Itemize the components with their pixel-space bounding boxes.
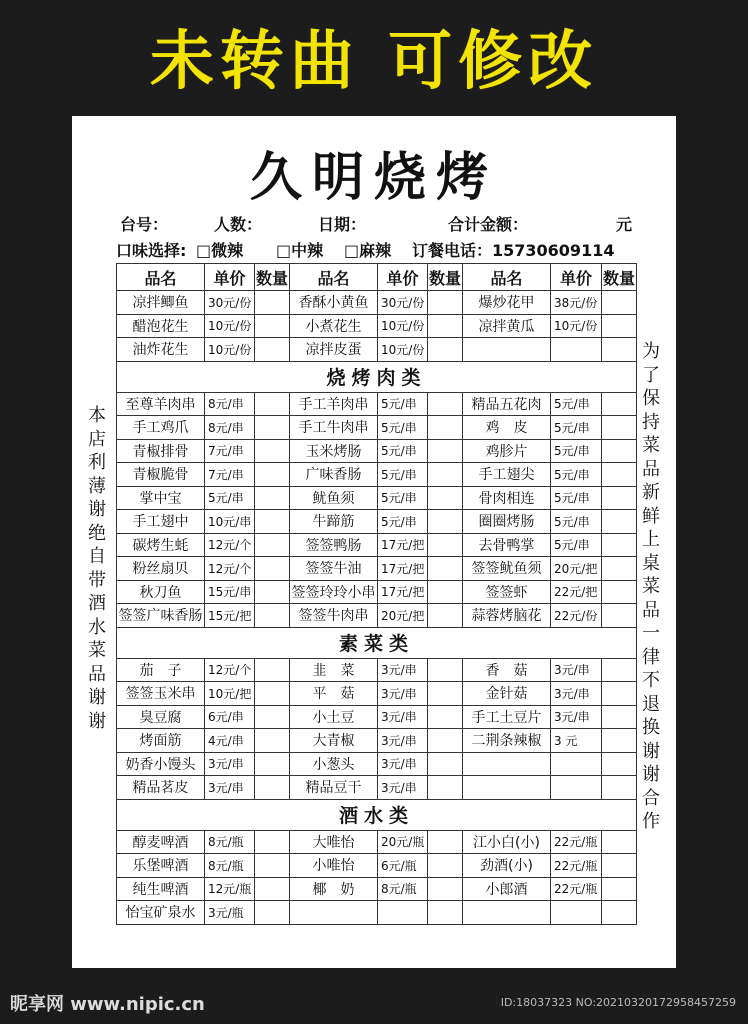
- quantity-cell[interactable]: [428, 604, 463, 628]
- quantity-cell[interactable]: [255, 392, 290, 416]
- dish-price: 22元/份: [551, 604, 602, 628]
- menu-item-row: [117, 314, 637, 338]
- dish-price: 5元/串: [378, 486, 428, 510]
- dish-price: 22元/瓶: [551, 830, 602, 854]
- dish-name: 鱿鱼须: [290, 486, 378, 510]
- quantity-cell[interactable]: [602, 580, 637, 604]
- dish-price: 12元/瓶: [205, 877, 255, 901]
- dish-name: 醋泡花生: [117, 314, 205, 338]
- dish-name: 签签鱿鱼须: [463, 557, 551, 581]
- dish-name: 油炸花生: [117, 338, 205, 362]
- quantity-cell[interactable]: [255, 830, 290, 854]
- dish-name: 签签虾: [463, 580, 551, 604]
- quantity-cell[interactable]: [428, 729, 463, 753]
- quantity-cell[interactable]: [255, 705, 290, 729]
- menu-item-row: [117, 854, 637, 878]
- quantity-cell[interactable]: [255, 510, 290, 534]
- quantity-cell[interactable]: [255, 682, 290, 706]
- section-title: 烧烤肉类: [117, 361, 637, 392]
- dish-price: [551, 776, 602, 800]
- dish-name: 椰 奶: [290, 877, 378, 901]
- dish-price: 3元/串: [205, 776, 255, 800]
- dish-price: 30元/份: [378, 291, 428, 315]
- menu-sheet: [72, 116, 676, 968]
- quantity-cell[interactable]: [255, 580, 290, 604]
- flavor-mild-option[interactable]: □微辣: [196, 241, 244, 260]
- quantity-cell[interactable]: [602, 463, 637, 487]
- quantity-cell[interactable]: [428, 705, 463, 729]
- dish-price: 17元/把: [378, 557, 428, 581]
- dish-price: 15元/把: [205, 604, 255, 628]
- dish-name: 鸡 皮: [463, 416, 551, 440]
- header-quantity: 数量: [428, 264, 463, 291]
- dish-price: [551, 901, 602, 925]
- quantity-cell[interactable]: [255, 338, 290, 362]
- dish-name: [463, 752, 551, 776]
- menu-item-row: [117, 439, 637, 463]
- dish-price: 8元/串: [205, 392, 255, 416]
- quantity-cell[interactable]: [428, 439, 463, 463]
- dish-name: 爆炒花甲: [463, 291, 551, 315]
- quantity-cell[interactable]: [255, 752, 290, 776]
- dish-name: 劲酒(小): [463, 854, 551, 878]
- dish-name: 奶香小馒头: [117, 752, 205, 776]
- dish-price: 15元/串: [205, 580, 255, 604]
- quantity-cell[interactable]: [602, 416, 637, 440]
- quantity-cell[interactable]: [602, 901, 637, 925]
- flavor-choice-label: 口味选择:: [116, 241, 187, 260]
- quantity-cell[interactable]: [255, 604, 290, 628]
- flavor-medium-option[interactable]: □中辣: [276, 241, 324, 260]
- dish-price: 5元/串: [205, 486, 255, 510]
- dish-price: [551, 752, 602, 776]
- dish-price: 8元/瓶: [205, 830, 255, 854]
- dish-price: 12元/个: [205, 557, 255, 581]
- dish-name: 精品五花肉: [463, 392, 551, 416]
- menu-item-row: [117, 463, 637, 487]
- quantity-cell[interactable]: [428, 557, 463, 581]
- menu-item-row: [117, 486, 637, 510]
- quantity-cell[interactable]: [255, 658, 290, 682]
- order-phone: 订餐电话：15730609114: [412, 241, 615, 260]
- dish-name: 小葱头: [290, 752, 378, 776]
- dish-price: 7元/串: [205, 463, 255, 487]
- quantity-cell[interactable]: [428, 533, 463, 557]
- menu-item-row: [117, 557, 637, 581]
- dish-price: 3元/串: [378, 682, 428, 706]
- dish-price: 10元/份: [378, 338, 428, 362]
- quantity-cell[interactable]: [602, 338, 637, 362]
- dish-name: 圈圈烤肠: [463, 510, 551, 534]
- currency-unit: 元: [616, 215, 633, 234]
- dish-price: 20元/把: [378, 604, 428, 628]
- section-title: 酒水类: [117, 799, 637, 830]
- quantity-cell[interactable]: [428, 392, 463, 416]
- dish-name: 精品茗皮: [117, 776, 205, 800]
- dish-name: 江小白(小): [463, 830, 551, 854]
- dish-name: 乐堡啤酒: [117, 854, 205, 878]
- quantity-cell[interactable]: [428, 510, 463, 534]
- dish-name: 签签牛肉串: [290, 604, 378, 628]
- dish-name: 蒜蓉烤脑花: [463, 604, 551, 628]
- banner-text: 未转曲 可修改: [149, 25, 599, 99]
- dish-name: [290, 901, 378, 925]
- quantity-cell[interactable]: [602, 682, 637, 706]
- dish-name: 青椒排骨: [117, 439, 205, 463]
- header-price: 单价: [205, 264, 255, 291]
- dish-price: 20元/瓶: [378, 830, 428, 854]
- dish-name: 手工鸡爪: [117, 416, 205, 440]
- dish-price: 22元/把: [551, 580, 602, 604]
- dish-price: 17元/把: [378, 580, 428, 604]
- dish-price: 3 元: [551, 729, 602, 753]
- dish-name: 小唯怡: [290, 854, 378, 878]
- dish-name: 小煮花生: [290, 314, 378, 338]
- dish-price: 3元/串: [378, 705, 428, 729]
- dish-price: 38元/份: [551, 291, 602, 315]
- menu-table-body: [117, 291, 637, 925]
- table-number-label: 台号：: [120, 215, 169, 234]
- quantity-cell[interactable]: [255, 901, 290, 925]
- quantity-cell[interactable]: [255, 439, 290, 463]
- dish-name: 签签广味香肠: [117, 604, 205, 628]
- dish-price: 3元/串: [551, 705, 602, 729]
- quantity-cell[interactable]: [602, 439, 637, 463]
- quantity-cell[interactable]: [428, 314, 463, 338]
- dish-price: 10元/份: [205, 338, 255, 362]
- flavor-numbing-option[interactable]: □麻辣: [344, 241, 392, 260]
- watermark-logo: 昵享网 www.nipic.cn: [10, 994, 205, 1015]
- dish-price: 10元/份: [378, 314, 428, 338]
- header-name: 品名: [463, 264, 551, 291]
- quantity-cell[interactable]: [428, 463, 463, 487]
- menu-item-row: [117, 604, 637, 628]
- dish-price: 5元/串: [551, 510, 602, 534]
- quantity-cell[interactable]: [428, 291, 463, 315]
- image-id-text: ID:18037323 NO:20210320172958457259: [500, 996, 736, 1009]
- header-quantity: 数量: [602, 264, 637, 291]
- menu-item-row: [117, 830, 637, 854]
- quantity-cell[interactable]: [428, 752, 463, 776]
- quantity-cell[interactable]: [428, 416, 463, 440]
- dish-name: 香 菇: [463, 658, 551, 682]
- dish-price: 5元/串: [551, 439, 602, 463]
- dish-name: 精品豆干: [290, 776, 378, 800]
- dish-price: 17元/把: [378, 533, 428, 557]
- dish-name: 骨肉相连: [463, 486, 551, 510]
- dish-price: 3元/串: [378, 658, 428, 682]
- dish-name: 手工翅尖: [463, 463, 551, 487]
- quantity-cell[interactable]: [602, 854, 637, 878]
- dish-price: 8元/瓶: [205, 854, 255, 878]
- quantity-cell[interactable]: [602, 877, 637, 901]
- dish-name: 手工翅中: [117, 510, 205, 534]
- dish-name: [463, 901, 551, 925]
- quantity-cell[interactable]: [428, 877, 463, 901]
- dish-price: 10元/份: [551, 314, 602, 338]
- quantity-cell[interactable]: [428, 682, 463, 706]
- quantity-cell[interactable]: [602, 752, 637, 776]
- dish-name: 臭豆腐: [117, 705, 205, 729]
- dish-price: 5元/串: [551, 416, 602, 440]
- dish-price: 8元/串: [205, 416, 255, 440]
- section-title: 素菜类: [117, 627, 637, 658]
- dish-price: 3元/串: [378, 729, 428, 753]
- dish-price: 5元/串: [551, 392, 602, 416]
- menu-item-row: [117, 705, 637, 729]
- quantity-cell[interactable]: [428, 901, 463, 925]
- quantity-cell[interactable]: [602, 486, 637, 510]
- dish-price: [378, 901, 428, 925]
- left-side-note: 本店利薄谢绝自带酒水菜品谢谢: [88, 405, 106, 732]
- dish-name: 广味香肠: [290, 463, 378, 487]
- header-price: 单价: [378, 264, 428, 291]
- quantity-cell[interactable]: [602, 557, 637, 581]
- dish-price: 3元/串: [551, 682, 602, 706]
- quantity-cell[interactable]: [255, 314, 290, 338]
- header-name: 品名: [290, 264, 378, 291]
- dish-name: 茄 子: [117, 658, 205, 682]
- dish-name: [463, 776, 551, 800]
- total-amount-label: 合计金额：: [448, 215, 529, 234]
- dish-name: 烤面筋: [117, 729, 205, 753]
- header-name: 品名: [117, 264, 205, 291]
- dish-price: 10元/串: [205, 510, 255, 534]
- date-label: 日期：: [318, 215, 367, 234]
- quantity-cell[interactable]: [255, 557, 290, 581]
- quantity-cell[interactable]: [255, 463, 290, 487]
- dish-name: 手工牛肉串: [290, 416, 378, 440]
- dish-name: 去骨鸭掌: [463, 533, 551, 557]
- dish-name: 青椒脆骨: [117, 463, 205, 487]
- quantity-cell[interactable]: [602, 658, 637, 682]
- menu-item-row: [117, 729, 637, 753]
- dish-price: 3元/瓶: [205, 901, 255, 925]
- dish-price: 8元/瓶: [378, 877, 428, 901]
- dish-name: 凉拌鲫鱼: [117, 291, 205, 315]
- menu-item-row: [117, 776, 637, 800]
- section-header-row: [117, 799, 637, 830]
- menu-item-row: [117, 752, 637, 776]
- dish-price: [551, 338, 602, 362]
- dish-name: 签签玉米串: [117, 682, 205, 706]
- quantity-cell[interactable]: [428, 486, 463, 510]
- menu-table: [116, 263, 637, 925]
- quantity-cell[interactable]: [602, 533, 637, 557]
- quantity-cell[interactable]: [602, 729, 637, 753]
- quantity-cell[interactable]: [602, 314, 637, 338]
- dish-name: 碳烤生蚝: [117, 533, 205, 557]
- quantity-cell[interactable]: [602, 291, 637, 315]
- right-side-note: 为了保持菜品新鲜上桌菜品一律不退换谢谢合作: [642, 341, 660, 832]
- quantity-cell[interactable]: [602, 705, 637, 729]
- header-price: 单价: [551, 264, 602, 291]
- quantity-cell[interactable]: [428, 658, 463, 682]
- dish-price: 6元/瓶: [378, 854, 428, 878]
- dish-name: 小郎酒: [463, 877, 551, 901]
- quantity-cell[interactable]: [428, 338, 463, 362]
- quantity-cell[interactable]: [255, 486, 290, 510]
- quantity-cell[interactable]: [602, 392, 637, 416]
- dish-name: 玉米烤肠: [290, 439, 378, 463]
- dish-name: [463, 338, 551, 362]
- dish-price: 5元/串: [378, 392, 428, 416]
- dish-price: 30元/份: [205, 291, 255, 315]
- quantity-cell[interactable]: [428, 580, 463, 604]
- quantity-cell[interactable]: [255, 776, 290, 800]
- menu-item-row: [117, 901, 637, 925]
- dish-name: 手工土豆片: [463, 705, 551, 729]
- menu-item-row: [117, 338, 637, 362]
- dish-name: 掌中宝: [117, 486, 205, 510]
- menu-item-row: [117, 533, 637, 557]
- dish-name: 凉拌皮蛋: [290, 338, 378, 362]
- quantity-cell[interactable]: [602, 830, 637, 854]
- menu-item-row: [117, 392, 637, 416]
- dish-price: 5元/串: [551, 533, 602, 557]
- dish-name: 手工羊肉串: [290, 392, 378, 416]
- dish-price: 5元/串: [551, 463, 602, 487]
- quantity-cell[interactable]: [428, 854, 463, 878]
- dish-name: 醇麦啤酒: [117, 830, 205, 854]
- quantity-cell[interactable]: [255, 291, 290, 315]
- quantity-cell[interactable]: [428, 830, 463, 854]
- quantity-cell[interactable]: [255, 416, 290, 440]
- quantity-cell[interactable]: [255, 854, 290, 878]
- dish-price: 5元/串: [551, 486, 602, 510]
- dish-price: 5元/串: [378, 463, 428, 487]
- quantity-cell[interactable]: [602, 604, 637, 628]
- dish-price: 22元/瓶: [551, 854, 602, 878]
- dish-name: 纯生啤酒: [117, 877, 205, 901]
- header-quantity: 数量: [255, 264, 290, 291]
- dish-name: 牛蹄筋: [290, 510, 378, 534]
- dish-name: 签签牛油: [290, 557, 378, 581]
- menu-item-row: [117, 291, 637, 315]
- dish-price: 3元/串: [205, 752, 255, 776]
- dish-price: 10元/把: [205, 682, 255, 706]
- dish-name: 怡宝矿泉水: [117, 901, 205, 925]
- dish-price: 3元/串: [378, 752, 428, 776]
- menu-item-row: [117, 682, 637, 706]
- dish-name: 大青椒: [290, 729, 378, 753]
- dish-price: 12元/个: [205, 658, 255, 682]
- dish-name: 秋刀鱼: [117, 580, 205, 604]
- people-count-label: 人数：: [214, 215, 263, 234]
- menu-item-row: [117, 416, 637, 440]
- dish-name: 凉拌黄瓜: [463, 314, 551, 338]
- dish-name: 二荆条辣椒: [463, 729, 551, 753]
- section-header-row: [117, 361, 637, 392]
- dish-name: 金针菇: [463, 682, 551, 706]
- quantity-cell[interactable]: [602, 776, 637, 800]
- section-header-row: [117, 627, 637, 658]
- dish-price: 4元/串: [205, 729, 255, 753]
- menu-item-row: [117, 580, 637, 604]
- menu-item-row: [117, 510, 637, 534]
- dish-price: 5元/串: [378, 416, 428, 440]
- quantity-cell[interactable]: [255, 729, 290, 753]
- dish-price: 22元/瓶: [551, 877, 602, 901]
- dish-price: 3元/串: [551, 658, 602, 682]
- quantity-cell[interactable]: [428, 776, 463, 800]
- dish-price: 6元/串: [205, 705, 255, 729]
- dish-price: 10元/份: [205, 314, 255, 338]
- restaurant-title: 久明烧烤: [249, 148, 498, 208]
- dish-price: 5元/串: [378, 510, 428, 534]
- dish-price: 12元/个: [205, 533, 255, 557]
- dish-name: 粉丝扇贝: [117, 557, 205, 581]
- dish-name: 至尊羊肉串: [117, 392, 205, 416]
- dish-price: 20元/把: [551, 557, 602, 581]
- dish-name: 平 菇: [290, 682, 378, 706]
- dish-name: 韭 菜: [290, 658, 378, 682]
- menu-item-row: [117, 877, 637, 901]
- table-header-row: [117, 264, 637, 291]
- dish-name: 签签鸭肠: [290, 533, 378, 557]
- dish-price: 7元/串: [205, 439, 255, 463]
- dish-name: 鸡胗片: [463, 439, 551, 463]
- menu-item-row: [117, 658, 637, 682]
- dish-name: 香酥小黄鱼: [290, 291, 378, 315]
- quantity-cell[interactable]: [255, 877, 290, 901]
- dish-price: 3元/串: [378, 776, 428, 800]
- dish-price: 5元/串: [378, 439, 428, 463]
- dish-name: 小土豆: [290, 705, 378, 729]
- dish-name: 大唯怡: [290, 830, 378, 854]
- quantity-cell[interactable]: [255, 533, 290, 557]
- dish-name: 签签玲玲小串: [290, 580, 378, 604]
- quantity-cell[interactable]: [602, 510, 637, 534]
